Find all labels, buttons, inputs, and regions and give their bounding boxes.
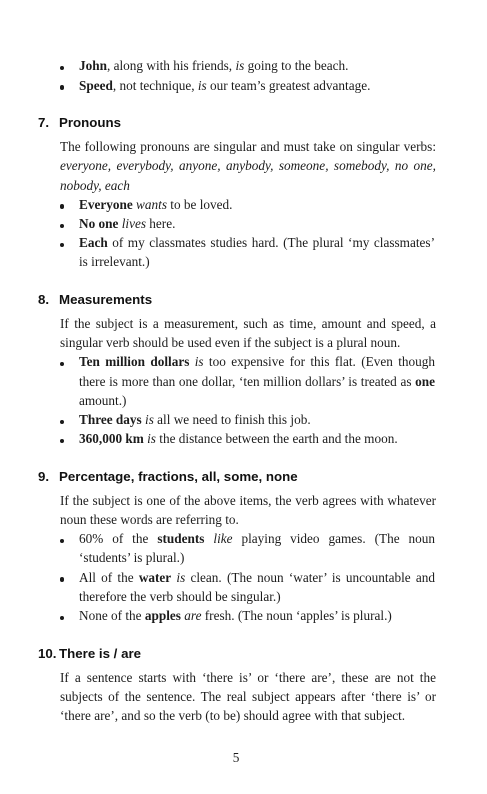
- section-title: Pronouns: [59, 115, 122, 131]
- example-list: [0, 195, 487, 272]
- section-pronouns: [0, 113, 487, 271]
- bullet-item: [79, 352, 435, 410]
- section-number: 10.: [38, 645, 57, 661]
- body-text: clean. (The noun ‘water’ is uncountable and therefore the verb should be singular.): [79, 569, 436, 604]
- bullet-icon: [60, 243, 64, 247]
- section-paragraph: [60, 314, 436, 352]
- section-paragraph: [60, 668, 436, 726]
- subject-term: 360,000 km: [79, 431, 148, 447]
- bullet-item: [79, 410, 435, 429]
- verb-term: is: [197, 77, 207, 93]
- body-text: All of the: [79, 569, 139, 585]
- bullet-icon: [60, 362, 64, 366]
- pronoun-list: everyone, everybody, anyone, anybody, someone, somebody, no one, nobody, each: [60, 158, 436, 193]
- verb-term: is: [171, 569, 186, 585]
- emphasis-term: one: [415, 373, 435, 389]
- subject-term: Each: [79, 235, 108, 251]
- bullet-icon: [60, 539, 64, 543]
- body-text: going to the beach.: [244, 58, 349, 74]
- book-page-content: [0, 56, 487, 725]
- bullet-item: [79, 56, 435, 75]
- body-text: of my classmates studies hard. (The plural ‘my classmates’ is irrelevant.): [79, 235, 435, 270]
- bullet-item: [79, 529, 435, 567]
- bullet-icon: [60, 85, 64, 89]
- body-text: The following pronouns are singular and must take on singular verbs:: [60, 139, 436, 155]
- body-text: all we need to finish this job.: [153, 412, 311, 428]
- bullet-item: [79, 568, 435, 606]
- subject-term: John: [79, 58, 107, 74]
- subject-term: Everyone: [79, 196, 137, 212]
- section-heading: [38, 644, 487, 663]
- body-text: the distance between the earth and the moon.: [155, 431, 398, 447]
- subject-term: apples: [144, 608, 181, 624]
- subject-term: Speed: [79, 77, 113, 93]
- bullet-item: [79, 429, 435, 448]
- verb-term: are: [180, 608, 202, 624]
- body-text: playing video games. (The noun ‘students’ is plural.): [79, 531, 436, 566]
- section-heading: [38, 113, 487, 132]
- subject-term: Ten million dollars: [79, 354, 195, 370]
- body-text: our team’s greatest advantage.: [206, 77, 371, 93]
- section-heading: [38, 290, 487, 309]
- bullet-icon: [60, 66, 64, 70]
- body-text: If the subject is a measurement, such as time, amount and speed, a singular verb should be used even if the subject is a plural noun.: [60, 316, 436, 351]
- section-number: 8.: [38, 292, 50, 307]
- section-number: 9.: [38, 468, 50, 484]
- bullet-icon: [60, 224, 64, 228]
- example-list: [0, 352, 487, 448]
- page-number: 5: [232, 750, 240, 766]
- body-text: If the subject is one of the above items, the verb agrees with whatever noun these words are referring to.: [60, 492, 436, 528]
- intro-bullet-list: [0, 56, 487, 94]
- body-text: None of the: [79, 608, 145, 624]
- section-percentage: [0, 467, 487, 625]
- bullet-item: [79, 76, 435, 95]
- body-text: amount.): [79, 392, 127, 408]
- verb-term: is: [147, 431, 156, 447]
- section-paragraph: [60, 491, 436, 529]
- bullet-item: [79, 214, 435, 233]
- body-text: , not technique,: [112, 77, 198, 93]
- section-title: There is / are: [59, 645, 142, 661]
- verb-term: wants: [136, 196, 167, 212]
- verb-term: like: [204, 531, 233, 547]
- section-heading: [38, 467, 487, 486]
- subject-term: students: [157, 531, 205, 547]
- section-title: Percentage, fractions, all, some, none: [59, 468, 298, 484]
- example-list: [0, 529, 487, 625]
- bullet-item: [79, 195, 435, 214]
- section-number: 7.: [38, 115, 50, 131]
- bullet-icon: [60, 439, 64, 443]
- section-measurements: [0, 290, 487, 448]
- verb-term: lives: [121, 216, 146, 231]
- body-text: fresh. (The noun ‘apples’ is plural.): [201, 608, 392, 624]
- bullet-icon: [60, 420, 64, 424]
- bullet-icon: [60, 204, 64, 208]
- bullet-item: [79, 606, 435, 625]
- body-text: If a sentence starts with ‘there is’ or ‘there are’, these are not the subjects of the sentence. The real subject appears after ‘there is’ or ‘there are’, and so the verb (to be) should agree with that subject.: [60, 669, 436, 724]
- section-there-is-are: [0, 644, 487, 726]
- body-text: here.: [145, 216, 176, 231]
- subject-term: Three days: [79, 412, 146, 428]
- body-text: too expensive for this flat. (Even though there is more than one dollar, ‘ten million dollars’ is treated as: [79, 354, 435, 389]
- bullet-item: [79, 233, 435, 271]
- verb-term: is: [145, 412, 154, 428]
- subject-term: water: [138, 569, 172, 585]
- subject-term: No one: [79, 216, 122, 231]
- verb-term: is: [235, 58, 245, 74]
- section-title: Measurements: [59, 292, 153, 307]
- section-paragraph: [60, 137, 436, 195]
- body-text: , along with his friends,: [107, 58, 236, 74]
- verb-term: is: [194, 354, 204, 370]
- bullet-icon: [60, 577, 64, 581]
- body-text: 60% of the: [79, 531, 158, 547]
- body-text: to be loved.: [166, 196, 233, 212]
- bullet-icon: [60, 616, 64, 620]
